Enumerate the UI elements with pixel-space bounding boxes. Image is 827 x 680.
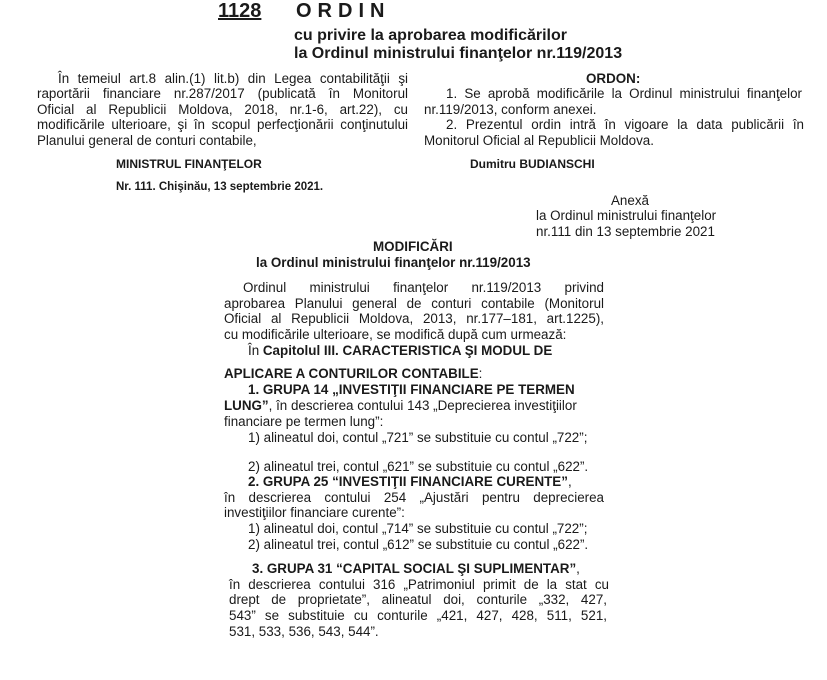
group-14-line: financiare pe termen lung”: bbox=[224, 414, 384, 429]
group-25-line: în descrierea contului 254 „Ajustări pentru deprecierea bbox=[224, 490, 604, 505]
decision-item-2-cont: Monitorul Oficial al Republicii Moldova. bbox=[424, 133, 654, 148]
preamble-line: modificările ulterioare, şi în scopul perfecţionării conţinutului bbox=[37, 117, 408, 132]
decision-item-1-cont: nr.119/2013, conform anexei. bbox=[424, 102, 597, 117]
group-31-line: 543” se substituie cu conturile „421, 427, 428, 511, 521, bbox=[229, 608, 607, 623]
intro-line: Oficial al Republicii Moldova, 2013, nr.177–181, art.1225), bbox=[224, 311, 604, 326]
order-title: ORDIN bbox=[296, 0, 391, 22]
intro-line: cu modificările ulterioare, se modifică după cum urmează: bbox=[224, 327, 567, 342]
group-14-desc: , în descrierea contului 143 „Deprecierea investiţiilor bbox=[268, 398, 577, 413]
order-number: 1128 bbox=[218, 0, 262, 22]
chapter-title: Capitolul III. CARACTERISTICA ŞI MODUL DE bbox=[262, 343, 553, 358]
group-25-line: investiţiilor financiare curente”: bbox=[224, 505, 405, 520]
preamble-line: Planului general de conturi contabile, bbox=[37, 133, 257, 148]
group-25-alinea-2: 2) alineatul trei, contul „612” se substituie cu contul „622”. bbox=[248, 537, 589, 552]
group-25-heading: 2. GRUPA 25 “INVESTIŢII FINANCIARE CURENTE” bbox=[248, 474, 568, 489]
group-25-alinea-1: 1) alineatul doi, contul „714” se substituie cu contul „722”; bbox=[248, 521, 588, 536]
modifications-title: MODIFICĂRI bbox=[373, 239, 453, 254]
chapter-title-cont: APLICARE A CONTURILOR CONTABILE bbox=[224, 366, 479, 381]
group-31-heading: 3. GRUPA 31 “CAPITAL SOCIAL ŞI SUPLIMENTAR” bbox=[252, 561, 577, 576]
signatory-name: Dumitru BUDIANSCHI bbox=[470, 157, 595, 171]
chapter-prefix: În bbox=[248, 343, 263, 358]
group-14-alinea-2: 2) alineatul trei, contul „621” se substituie cu contul „622”. bbox=[248, 459, 589, 474]
preamble-line: raportării financiare nr.287/2017 (publicată în Monitorul bbox=[37, 86, 408, 101]
group-31-line: drept de proprietate”, alineatul doi, conturile „332, 427, bbox=[229, 592, 607, 607]
chapter-colon: : bbox=[478, 366, 483, 381]
group-14-alinea-1: 1) alineatul doi, contul „721” se substituie cu contul „722”; bbox=[248, 430, 588, 445]
group-31-line: 531, 533, 536, 543, 544”. bbox=[229, 624, 379, 639]
group-14-heading: 1. GRUPA 14 „INVESTIŢII FINANCIARE PE TERMEN bbox=[248, 382, 575, 397]
decision-item-1: 1. Se aprobă modificările la Ordinul ministrului finanţelor bbox=[446, 86, 802, 101]
order-subtitle-1: cu privire la aprobarea modificărilor bbox=[294, 27, 567, 44]
group-14-heading-cont: LUNG” bbox=[224, 398, 269, 413]
order-subtitle-2: la Ordinul ministrului finanţelor nr.119/2013 bbox=[294, 45, 623, 62]
annex-ref-line: la Ordinul ministrului finanţelor bbox=[536, 208, 717, 223]
intro-line: Ordinul ministrului finanţelor nr.119/2013 privind bbox=[243, 280, 604, 295]
group-31-line bbox=[252, 561, 580, 577]
decision-item-2: 2. Prezentul ordin intră în vigoare la data publicării în bbox=[446, 117, 804, 132]
order-reference: Nr. 111. Chişinău, 13 septembrie 2021. bbox=[116, 181, 324, 193]
annex-label: Anexă bbox=[611, 193, 649, 208]
annex-ref-line: nr.111 din 13 septembrie 2021 bbox=[536, 224, 715, 239]
ministry-name: MINISTRUL FINANŢELOR bbox=[116, 157, 262, 171]
preamble-line: Oficial al Republicii Moldova, 2018, nr.1-6, art.22), cu bbox=[37, 102, 408, 117]
group-14-line bbox=[224, 398, 577, 414]
ordon-heading: ORDON: bbox=[586, 71, 641, 86]
group-25-line bbox=[248, 474, 572, 490]
group-31-comma: , bbox=[576, 561, 580, 576]
group-31-line: în descrierea contului 316 „Patrimoniul primit de la stat cu bbox=[229, 577, 609, 592]
group-25-comma: , bbox=[567, 474, 572, 489]
chapter-line bbox=[248, 343, 552, 359]
preamble-line: În temeiul art.8 alin.(1) lit.b) din Legea contabilităţii şi bbox=[58, 71, 408, 86]
chapter-line bbox=[224, 366, 482, 382]
intro-line: aprobarea Planului general de conturi contabile (Monitorul bbox=[224, 296, 604, 311]
modifications-subtitle: la Ordinul ministrului finanţelor nr.119/2013 bbox=[256, 255, 531, 270]
